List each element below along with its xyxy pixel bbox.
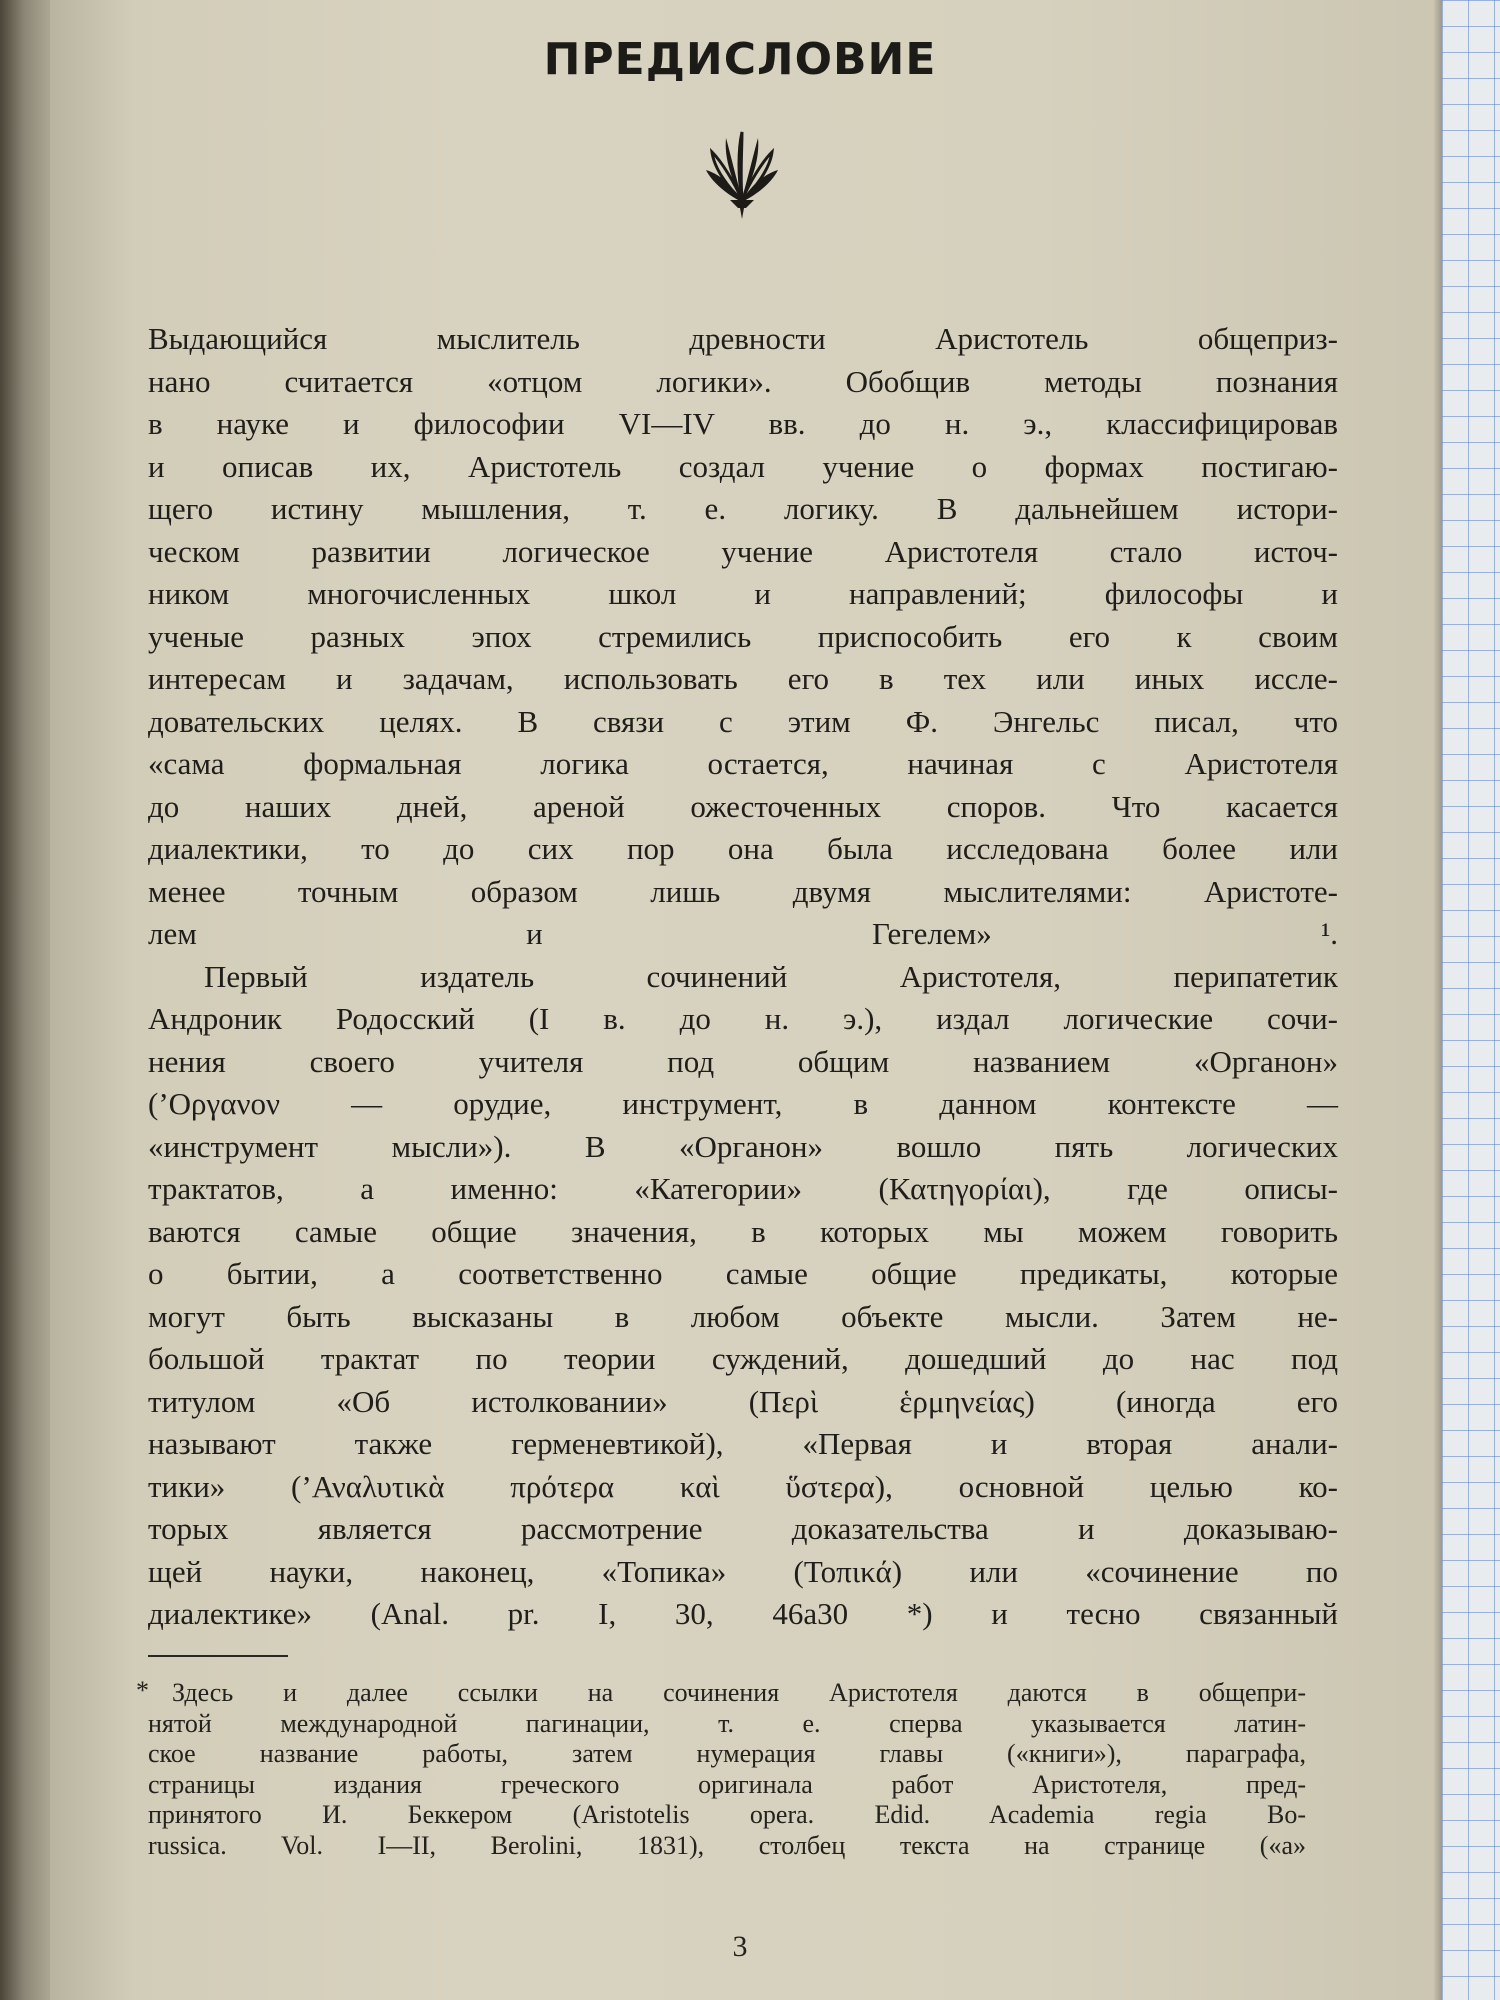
text-line: и описав их, Аристотель создал учение о формах постигаю- [148,448,1338,484]
text-line: Выдающийся мыслитель древности Аристотель общеприз- [148,321,1338,356]
text-line: до наших дней, ареной ожесточенных споров. Что касается [148,788,1338,824]
text-line: тики» (’Αναλυτικὰ πρότερα καὶ ὕστερα), основной целью ко- [148,1468,1338,1504]
text-line: Андроник Родосский (I в. до н. э.), издал логические сочи- [148,1001,1338,1036]
footnote-line: russica. Vol. I—II, Berolini, 1831), столбец текста на странице («а» [148,1830,1306,1860]
footnote-line: Здесь и далее ссылки на сочинения Аристотеля даются в общепри- [172,1678,1306,1707]
text-line: щей науки, наконец, «Топика» (Τοπικά) или «сочинение по [148,1553,1338,1589]
paragraph-2 [148,956,1338,1636]
text-line: торых является рассмотрение доказательства и доказываю- [148,1511,1338,1546]
footnote-line: ское название работы, затем нумерация главы («книги»), параграфа, [148,1739,1306,1768]
text-line: нения своего учителя под общим названием «Органон» [148,1043,1338,1079]
footnote-line: нятой международной пагинации, т. е. сперва указывается латин- [148,1708,1306,1738]
text-line: ником многочисленных школ и направлений; философы и [148,576,1338,611]
footnote-line: страницы издания греческого оригинала работ Аристотеля, пред- [148,1769,1306,1799]
footnote-divider [148,1655,288,1657]
text-line: называют также герменевтикой), «Первая и вторая анали- [148,1426,1338,1461]
main-text [148,318,1338,1636]
text-line: нано считается «отцом логики». Обобщив методы познания [148,363,1338,399]
grid-notebook-edge [1442,0,1500,2000]
text-line: интересам и задачам, использовать его в тех или иных иссле- [148,661,1338,696]
text-line: ческом развитии логическое учение Аристотеля стало источ- [148,533,1338,569]
text-line: (’Οργανον — орудие, инструмент, в данном контексте — [148,1086,1338,1121]
text-line: довательских целях. В связи с этим Ф. Энгельс писал, что [148,703,1338,739]
text-line: «сама формальная логика остается, начиная с Аристотеля [148,746,1338,781]
text-line: о бытии, а соответственно самые общие предикаты, которые [148,1256,1338,1291]
text-line: ученые разных эпох стремились приспособить его к своим [148,618,1338,654]
page-edge [1434,0,1442,2000]
text-line: лем и Гегелем» ¹. [148,916,1338,951]
page-number: 3 [732,1930,748,1963]
text-line: менее точным образом лишь двумя мыслителями: Аристоте- [148,873,1338,909]
text-line: ваются самые общие значения, в которых мы можем говорить [148,1213,1338,1249]
text-line: диалектике» (Anal. pr. I, 30, 46a30 *) и тесно связанный [148,1596,1338,1631]
text-line: Первый издатель сочинений Аристотеля, перипатетик [204,958,1338,994]
text-line: диалектики, то до сих пор она была исследована более или [148,831,1338,866]
footnote-line: принятого И. Беккером (Aristotelis opera. Edid. Academia regia Bo- [148,1800,1306,1829]
paragraph-1 [148,318,1338,956]
text-line: могут быть высказаны в любом объекте мысли. Затем не- [148,1298,1338,1334]
text-line: «инструмент мысли»). В «Органон» вошло пять логических [148,1128,1338,1164]
fan-palmette-ornament-icon [700,128,784,220]
text-line: трактатов, а именно: «Категории» (Κατηγορίαι), где описы- [148,1171,1338,1206]
text-line: титулом «Об истолковании» (Περὶ ἑρμηνείας) (иногда его [148,1383,1338,1419]
text-line: большой трактат по теории суждений, дошедший до нас под [148,1341,1338,1376]
page-heading: ПРЕДИСЛОВИЕ [543,34,937,85]
footnote-mark: * [136,1676,149,1705]
footnote [136,1676,1306,1861]
text-line: щего истину мышления, т. е. логику. В дальнейшем истори- [148,491,1338,526]
text-line: в науке и философии VI—IV вв. до н. э., классифицировав [148,406,1338,441]
